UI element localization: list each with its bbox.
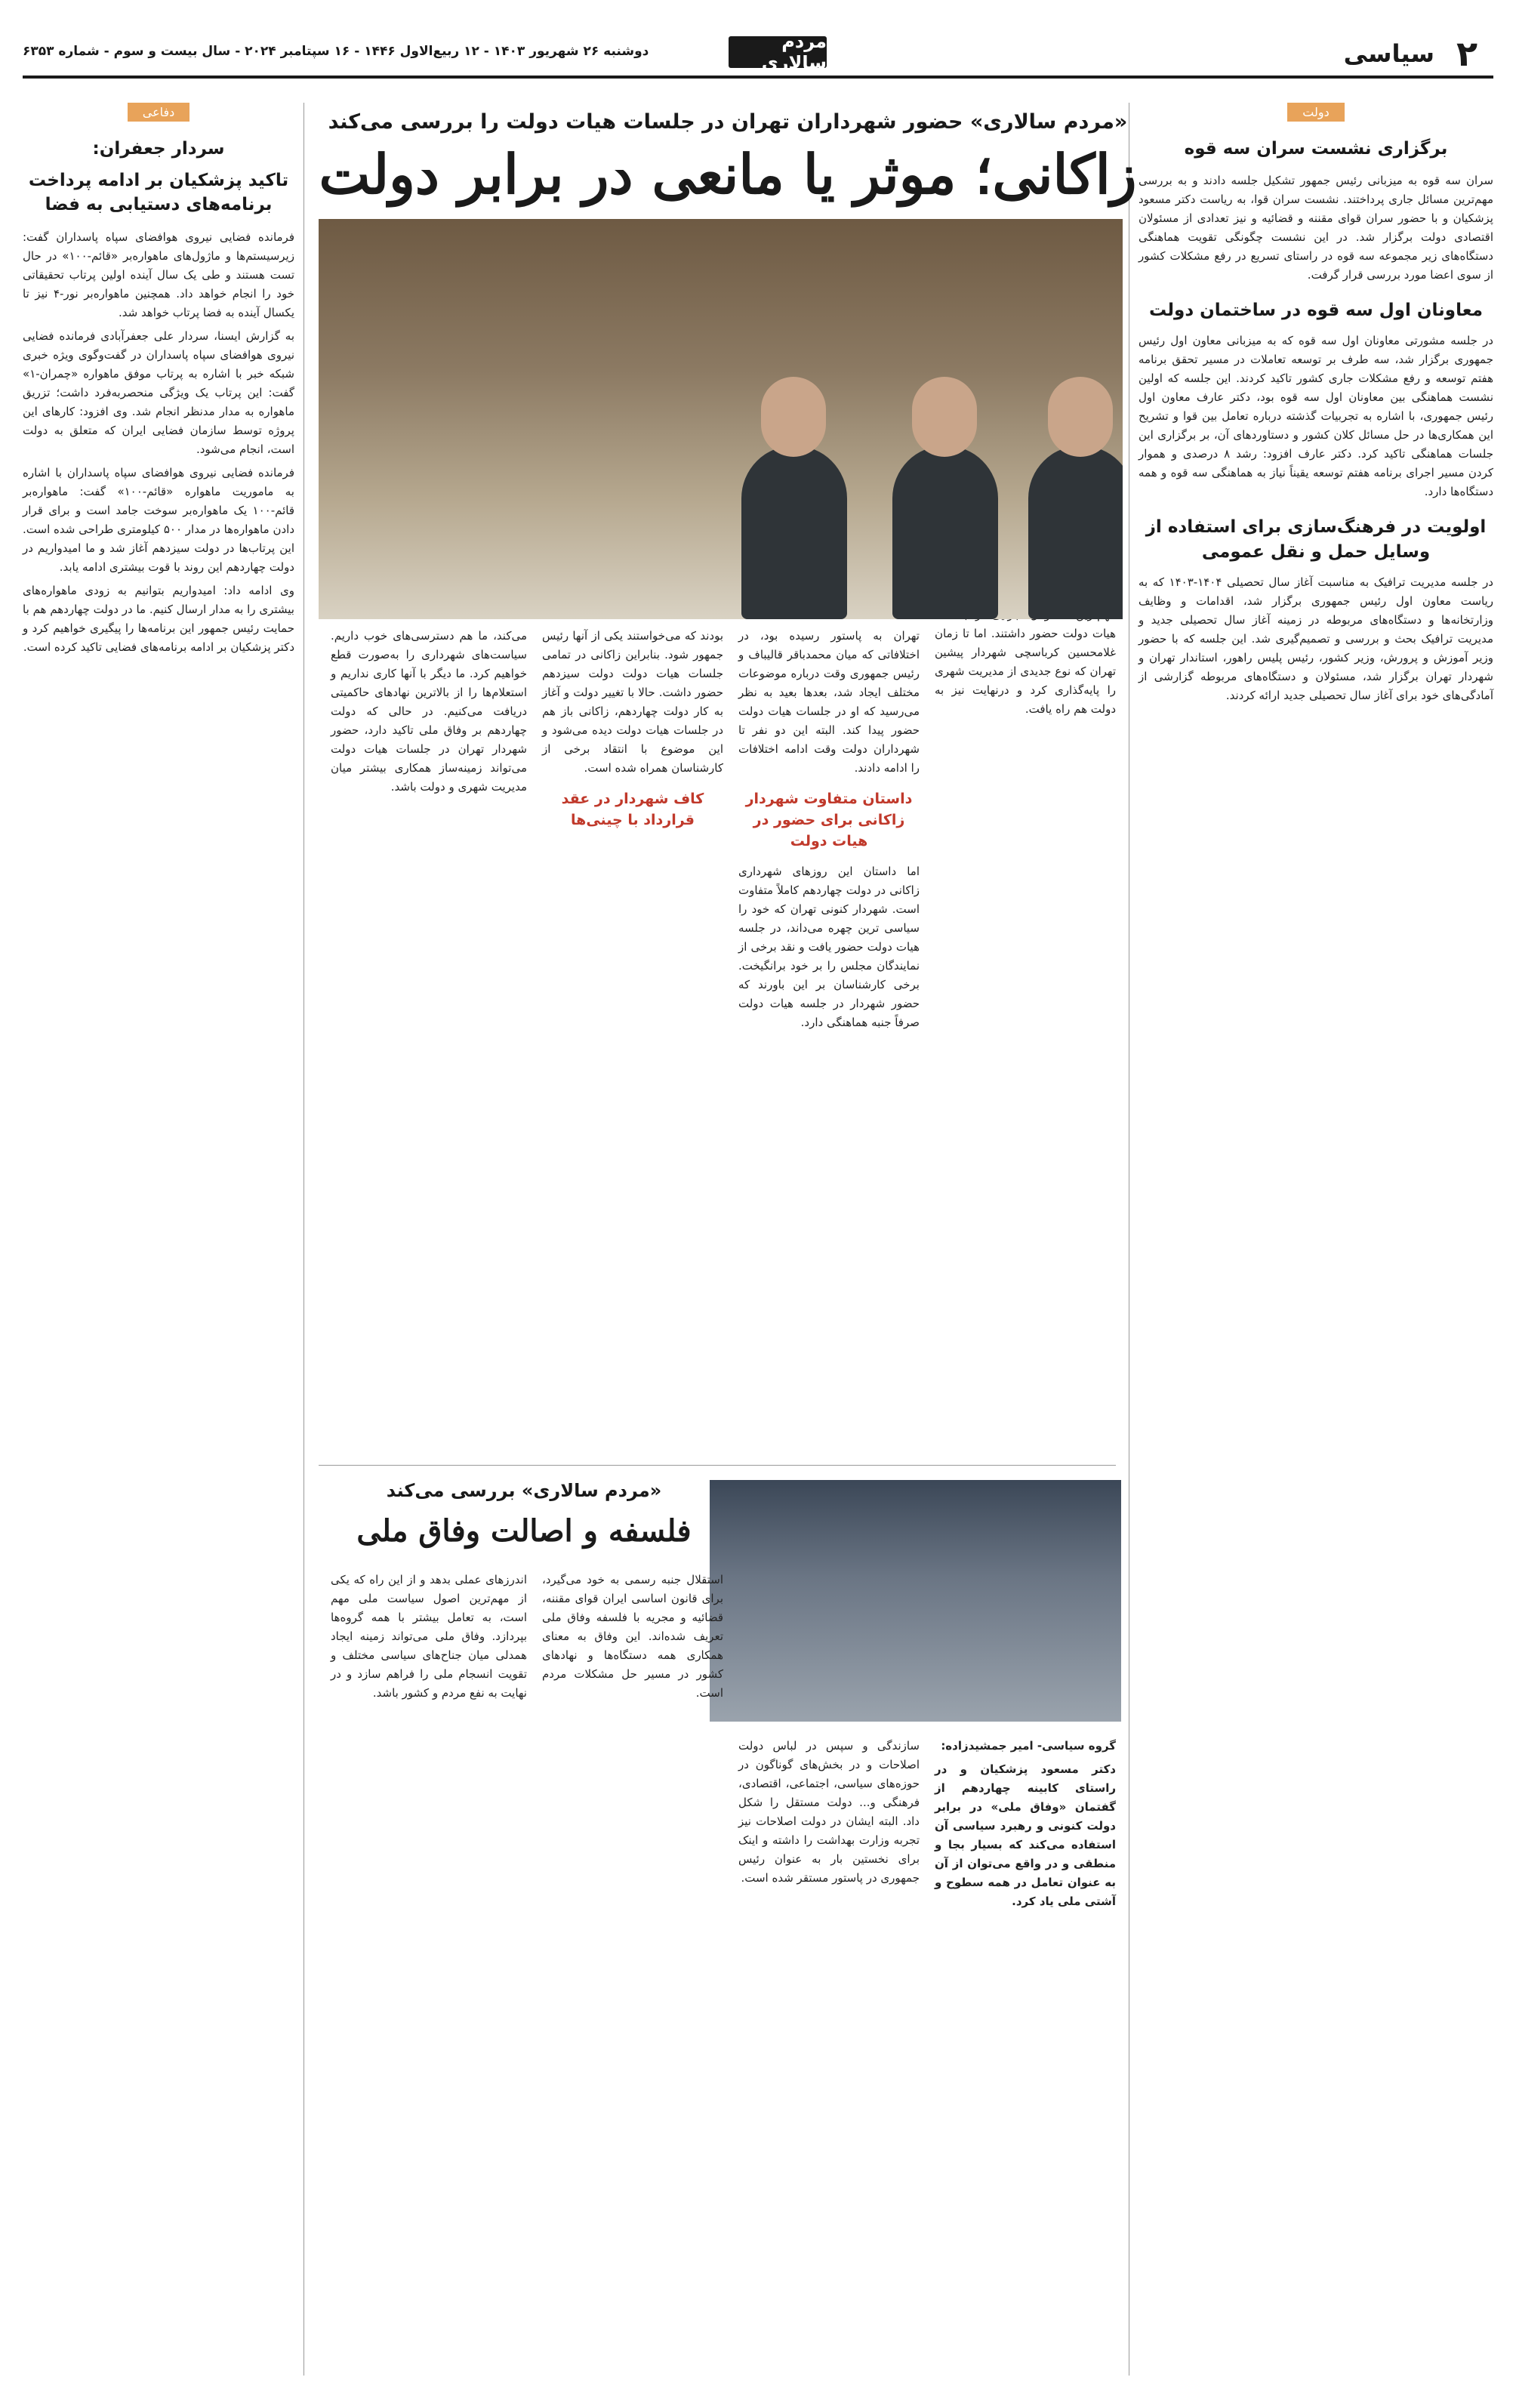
section-title: سیاسی — [1343, 39, 1434, 68]
left-byline: سردار جعفران: — [92, 139, 225, 159]
first-deputies-headline: معاونان اول سه قوه در ساختمان دولت — [1149, 301, 1483, 321]
first-deputies-body: در جلسه مشورتی معاونان اول سه قوه که به میزبانی معاون اول رئیس جمهوری برگزار شد، سه طرف بر توسعه تعاملات در مسیر تحقق برنامه هفتم توسعه و رفع مشکلات جاری کشور تاکید کردند. این جلسه که اولین نشست هماهنگی بین معاونان اول سه قوه بود، دکتر عارف معاون اول رئیس جمهوری، با اشاره به تجربیات گذشته درباره تعامل بین قوا و تشریح این همکاری‌ها در حل مسائل کلان کشور و دستاوردهای آن، بر برگزاری این جلسات هماهنگی تاکید کرد. دکتر عارف افزود: رشد ۸ درصدی و هموار کردن مسیر اجرای برنامه هفتم توسعه یقیناً نیاز به هماهنگی سه قوه و همه دستگاه‌ها دارد. — [1139, 334, 1493, 499]
section-tag: دولت — [1287, 103, 1344, 122]
second-story-byline: گروه سیاسی- امیر جمشیدزاده: — [941, 1739, 1116, 1753]
second-story-column-1 — [935, 1737, 1116, 1916]
second-story-headline: فلسفه و اصالت وفاق ملی — [356, 1513, 692, 1549]
main-story-column-3: بودند که می‌خواستند یکی از آنها رئیس جمهور شود. بنابراین زاکانی در تمامی جلسات هیات دولت دولت سیزدهم حضور داشت. حالا با تغییر دولت و آغاز به کار دولت چهاردهم، زاکانی باز هم در جلسات هیات دولت دیده می‌شود و این موضوع با انتقاد برخی از کارشناسان همراه شده است. کاف شهردار در عقد قرارداد با چینی‌ها — [542, 627, 723, 841]
left-headline: تاکید پزشکیان بر ادامه پرداخت برنامه‌های دستیابی به فضا — [28, 171, 289, 215]
main-story-kicker: «مردم سالاری» حضور شهرداران تهران در جلسات هیات دولت را بررسی می‌کند — [328, 110, 1128, 134]
public-transport-headline: اولویت در فرهنگ‌سازی برای استفاده از وسایل حمل و نقل عمومی — [1145, 517, 1487, 562]
story-separator — [319, 1465, 1116, 1466]
main-story-column-4: می‌کند، ما هم دسترسی‌های خوب داریم. سیاست‌های شهرداری را به‌صورت قطع خواهیم کرد. ما دیگر با آنها کاری نداریم و استعلام‌ها را از بالاترین نهادهای حاکمیتی دریافت می‌کنیم. در حالی که دولت چهاردهم بر وفاق ملی تاکید دارد، حضور شهردار تهران در جلسات هیات دولت می‌تواند زمینه‌ساز همکاری بیشتر میان مدیریت شهری و دولت باشد. — [331, 629, 527, 794]
second-story-photo — [710, 1480, 1121, 1722]
issue-date-line: دوشنبه ۲۶ شهریور ۱۴۰۳ - ۱۲ ربیع‌الاول ۱۴۴۶ - ۱۶ سپتامبر ۲۰۲۴ - سال بیست و سوم - شماره ۶۳۵۳ — [23, 44, 649, 59]
newspaper-logo: مردم سالاری — [729, 36, 827, 68]
right-column — [1139, 103, 1493, 710]
pull-quote-chinese-contract: کاف شهردار در عقد قرارداد با چینی‌ها — [561, 791, 704, 828]
second-story-column-2: سازندگی و سپس در لباس دولت اصلاحات و در بخش‌های گوناگون در حوزه‌های سیاسی، اجتماعی، اقتصادی، فرهنگی و... دولت مستقل را شکل داد. البته ایشان در دولت اصلاحات نیز تجربه وزارت بهداشت را داشته و اینک برای نخستین بار به عنوان رئیس جمهوری در پاستور مستقر شده است. — [738, 1739, 920, 1885]
page-number: ۲ — [1456, 33, 1478, 74]
heads-of-branches-headline: برگزاری نشست سران سه قوه — [1184, 139, 1448, 159]
left-body: فرمانده فضایی نیروی هوافضای سپاه پاسداران گفت: زیرسیستم‌ها و ماژول‌های ماهواره‌بر «قائم-۱۰۰» در حال تست هستند و طی یک سال آینده اولین پرتاب تحقیقاتی خود را انجام خواهد داد. همچنین ماهواره‌بر نور-۴ نیز تا یکسال آینده به فضا پرتاب خواهد شد. به گزارش ایسنا، سردار علی جعفرآبادی فرمانده فضایی نیروی هوافضای سپاه پاسداران در گفت‌وگوی ویژه خبری شبکه خبر با اشاره به پرتاب موفق ماهواره «چمران-۱» گفت: این پرتاب یک ویژگی منحصربه‌فرد داشت؛ تزریق ماهواره به مدار مدنظر انجام شد. وی افزود: کارهای این پروژه توسط سازمان فضایی ایران که متعلق به دولت است، انجام می‌شود. فرمانده فضایی نیروی هوافضای سپاه پاسداران با اشاره به ماموریت ماهواره «قائم-۱۰۰» گفت: ماهواره‌بر قائم-۱۰۰ یک ماهواره‌بر سوخت جامد است و برای قرار دادن ماهواره‌ها در مدار ۵۰۰ کیلومتری طراحی شده است. این پرتاب‌ها در دولت سیزدهم آغاز شد و ما امیدواریم در دولت چهاردهم این روند با قوت بیشتری ادامه یابد. وی ادامه داد: امیدواریم بتوانیم به زودی ماهواره‌های بیشتری را به مدار ارسال کنیم. ما در دولت چهاردهم هم با حمایت رئیس جمهور این برنامه‌ها را پیگیری خواهیم کرد و دکتر پزشکیان بر ادامه برنامه‌های فضایی تاکید کرده است. — [23, 230, 294, 654]
main-story-column-2: تهران به پاستور رسیده بود، در اختلافاتی که میان محمدباقر قالیباف و رئیس جمهوری وقت درباره موضوعات مختلف ایجاد شد، بعدها بعید به نظر می‌رسید که او در جلسات هیات دولت حضور پیدا کند. البته این دو نفر تا شهرداران دولت وقت ادامه اختلافات را ادامه دادند. داستان متفاوت شهردار زاکانی برای حضور در هیات دولت اما داستان این روزهای شهرداری زاکانی در دولت چهاردهم کاملاً متفاوت است. شهردار کنونی تهران که خود را سیاسی ترین چهره می‌داند، در جلسه هیات دولت حضور یافت و نقد برخی از نمایندگان مجلس را بر خود برانگیخت. برخی کارشناسان بر این باورند که حضور شهردار در جلسه هیات دولت صرفاً جنبه هماهنگی دارد. — [738, 629, 920, 1029]
main-story-body-a: هیات دولت حضور داشتند. اما تا زمان غلامحسین کرباسچی شهردار پیشین تهران که نوع جدیدی از مدیریت شهری را پایه‌گذاری کرد و درنهایت نیز به دولت هم راه یافت. — [935, 627, 1116, 716]
main-story-headline: زاکانی؛ موثر یا مانعی در برابر دولت — [319, 142, 1137, 206]
public-transport-body: در جلسه مدیریت ترافیک به مناسبت آغاز سال تحصیلی ۱۴۰۴-۱۴۰۳ که به ریاست معاون اول رئیس جمهوری برگزار شد، اقدامات و وظایف وزارتخانه‌ها و دستگاه‌های مربوطه در زمینه آغاز سال تحصیلی جدید و مدیریت ترافیک بحث و بررسی و تصمیم‌گیری شد. این جلسه که با حضور وزیر آموزش و پرورش، وزیر کشور، رئیس پلیس راهور، استاندار تهران و شهردار تهران برگزار شد، مسئولان و دستگاه‌های مربوطه گزارشی از آمادگی‌های خود برای آغاز سال تحصیلی جدید ارائه کردند. — [1139, 575, 1493, 702]
left-column — [23, 103, 294, 661]
second-story-column-4: اندرزهای عملی بدهد و از این راه که یکی از مهم‌ترین اصول سیاست ملی مهم است، به تعامل بیشتر با همه گروه‌ها بپردازد. وفاق ملی می‌تواند زمینه ایجاد همدلی میان جناح‌های سیاسی مختلف و تقویت انسجام ملی را فراهم سازد و در نهایت به نفع مردم و کشور باشد. — [331, 1573, 527, 1700]
second-story-column-3: استقلال جنبه رسمی به خود می‌گیرد، برای قانون اساسی ایران قوای مقننه، قضائیه و مجریه با فلسفه وفاق ملی تعریف شده‌اند. این وفاق به معنای همکاری همه دستگاه‌ها و نهادهای کشور در مسیر حل مشکلات مردم است. — [542, 1573, 723, 1700]
heads-of-branches-body: سران سه قوه به میزبانی رئیس جمهور تشکیل جلسه دادند و به بررسی مهم‌ترین مسائل جاری پرداختند. نشست سران قوا، به ریاست دکتر مسعود پزشکیان و با حضور سران قوای مقننه و قضائیه و نیز تعدادی از مسئولان اقتصادی دولت برگزار شد. در این نشست چگونگی تقویت هماهنگی دستگاه‌های زیر مجموعه سه قوه در راستای تسریع در رفع مشکلات کشور از سوی اعضا مورد بررسی قرار گرفت. — [1139, 174, 1493, 282]
masthead — [23, 33, 1493, 79]
section-tag: دفاعی — [128, 103, 190, 122]
main-story-photo — [319, 219, 1123, 619]
second-story-lead: دکتر مسعود پزشکیان و در راستای کابینه چهاردهم از گفتمان «وفاق ملی» در برابر دولت کنونی و رهبرد سیاسی آن استفاده می‌کند که بسیار بجا و منطقی و در واقع می‌توان از آن به عنوان تعامل در همه سطوح و آشتی ملی یاد کرد. — [935, 1762, 1116, 1908]
second-story-kicker: «مردم سالاری» بررسی می‌کند — [386, 1480, 662, 1501]
pull-quote-zakani: داستان متفاوت شهردار زاکانی برای حضور در هیات دولت — [745, 791, 913, 849]
